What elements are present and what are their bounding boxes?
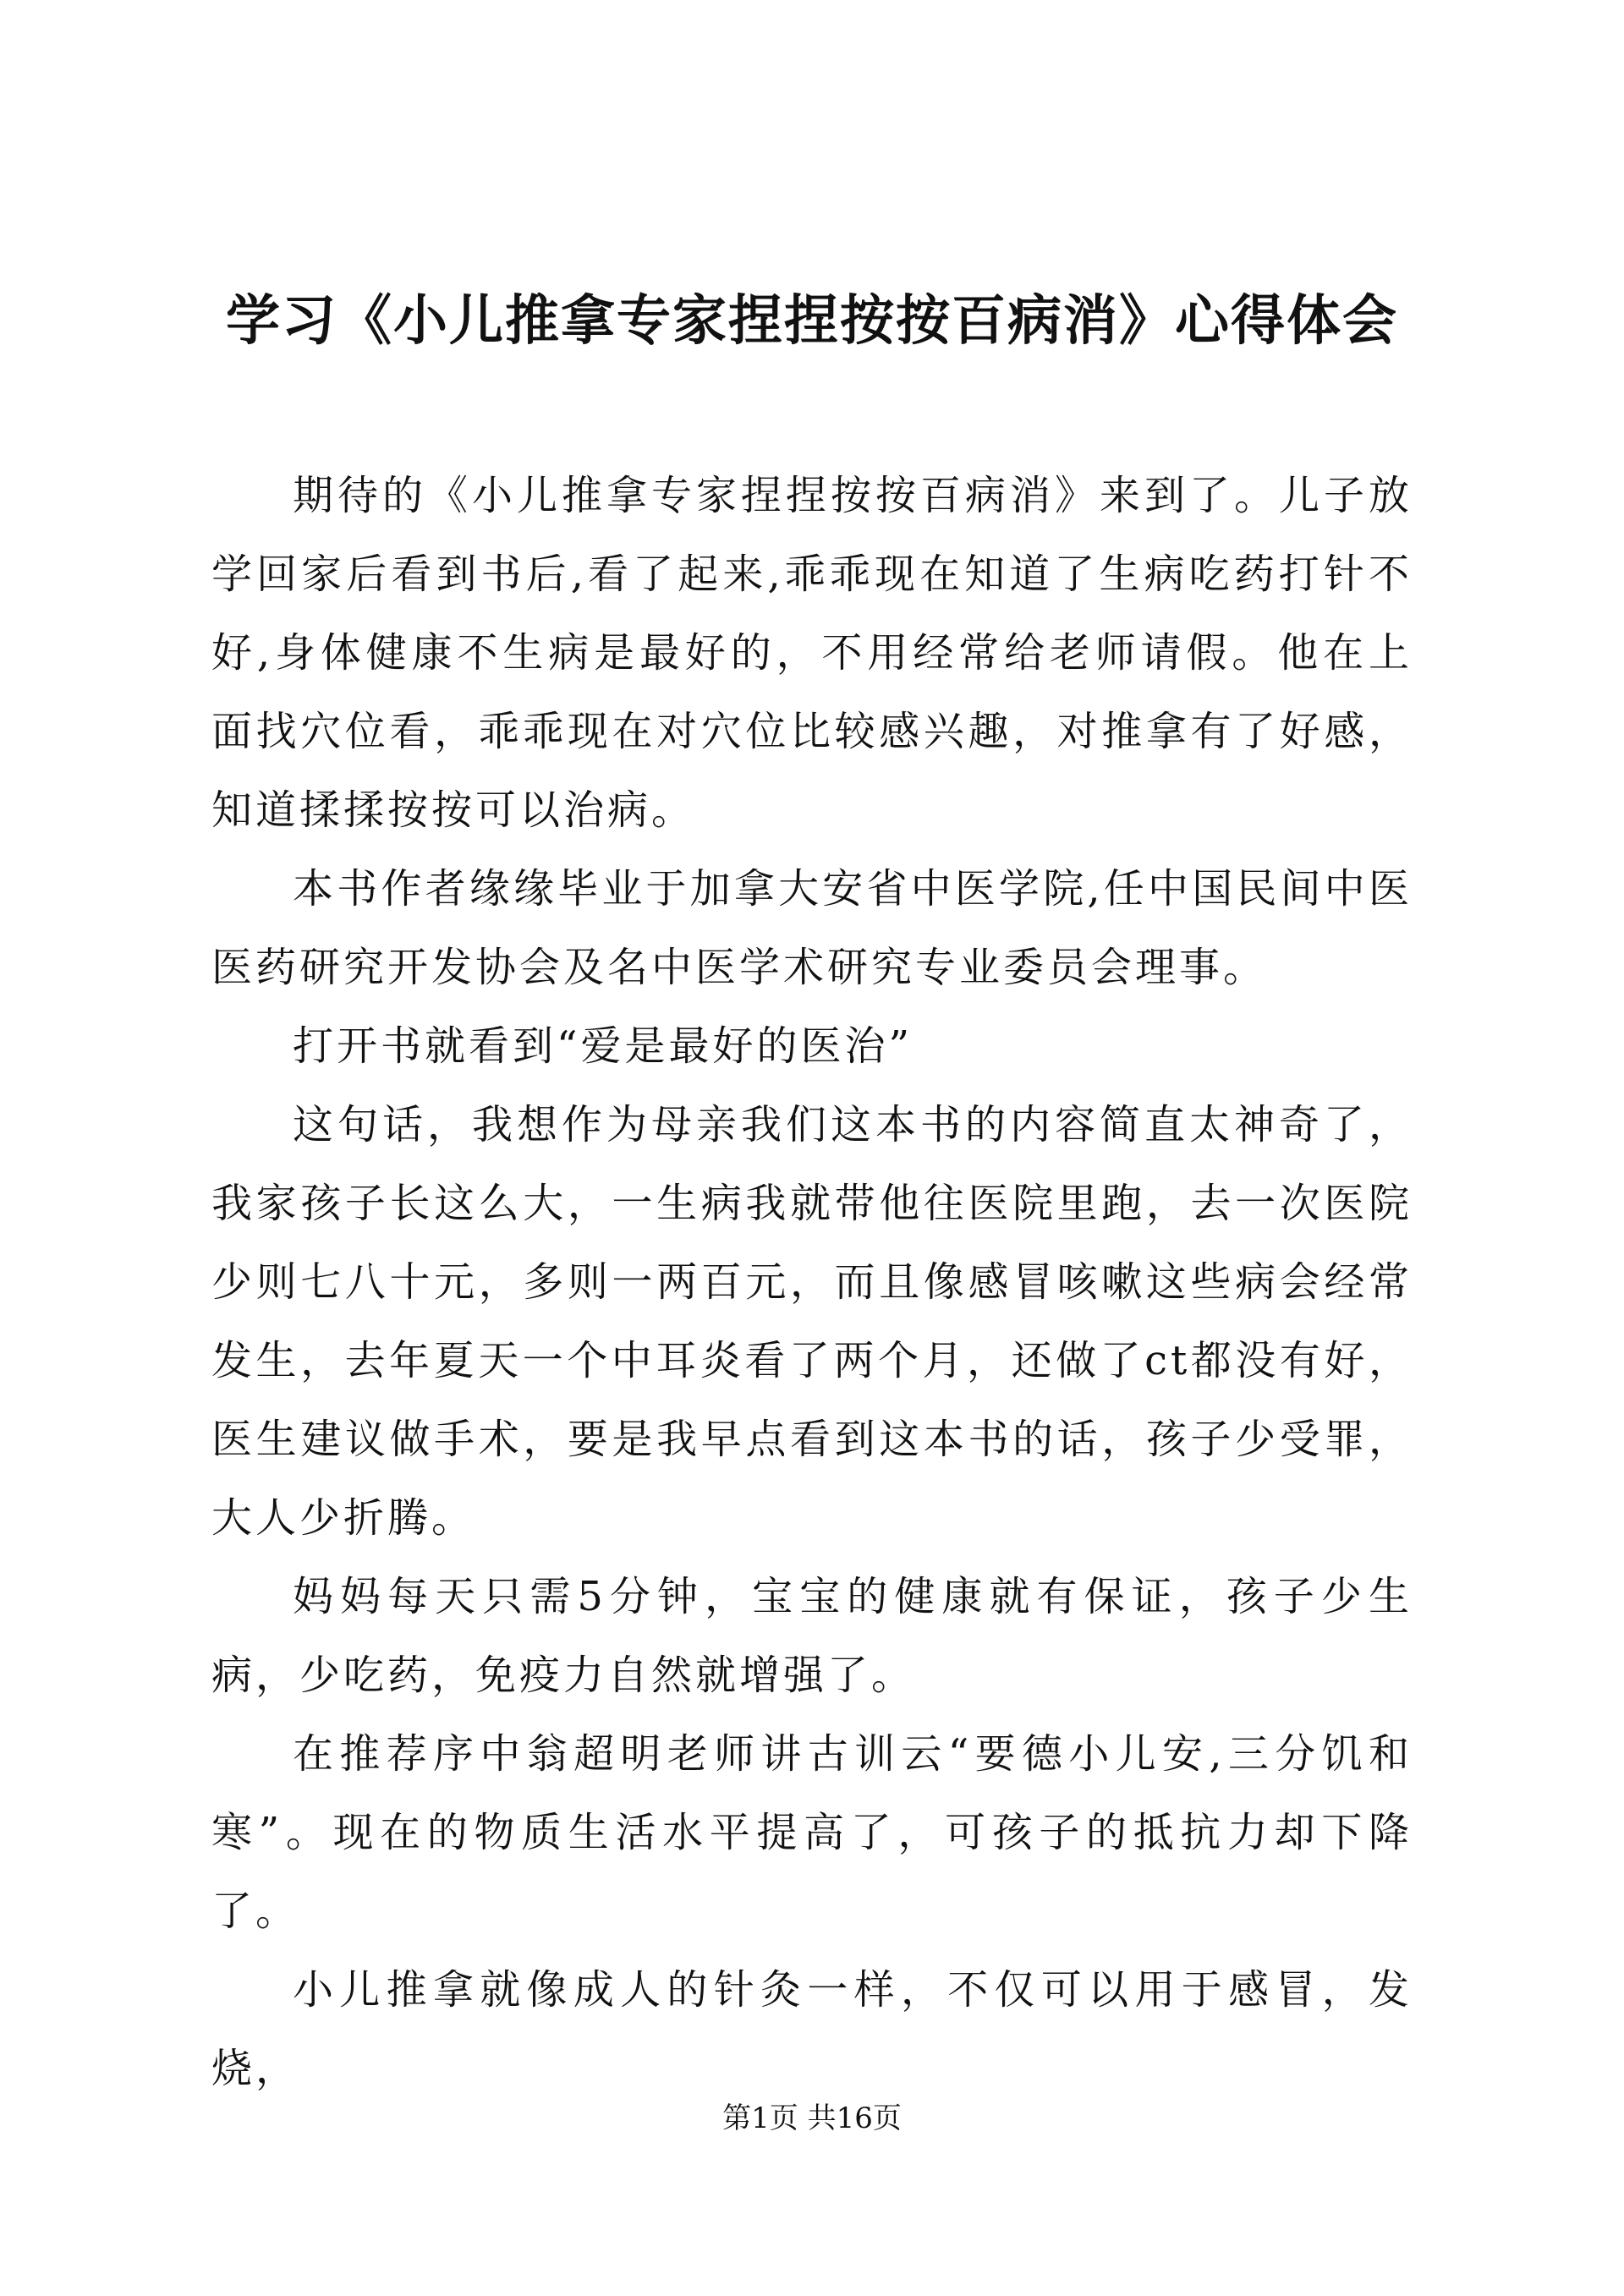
paragraph-7: 小儿推拿就像成人的针灸一样，不仅可以用于感冒，发烧， xyxy=(211,1966,1413,2092)
paragraph-6: 在推荐序中翁超明老师讲古训云“要德小儿安,三分饥和寒”。现在的物质生活水平提高了，可孩子的抵抗力却下降了。 xyxy=(211,1730,1413,1935)
paragraph-2: 本书作者缘缘毕业于加拿大安省中医学院,任中国民间中医医药研究开发协会及名中医学术研究专业委员会理事。 xyxy=(211,865,1413,991)
paragraph-1: 期待的《小儿推拿专家捏捏按按百病消》来到了。儿子放学回家后看到书后,看了起来,乖乖现在知道了生病吃药打针不好,身体健康不生病是最好的，不用经常给老师请假。他在上面找穴位看，乖乖现在对穴位比较感兴趣，对推拿有了好感，知道揉揉按按可以治病。 xyxy=(211,472,1413,834)
document-body xyxy=(211,457,1413,2108)
paragraph-4: 这句话，我想作为母亲我们这本书的内容简直太神奇了，我家孩子长这么大，一生病我就带他往医院里跑，去一次医院少则七八十元，多则一两百元，而且像感冒咳嗽这些病会经常发生，去年夏天一个中耳炎看了两个月，还做了ct都没有好，医生建议做手术，要是我早点看到这本书的话，孩子少受罪，大人少折腾。 xyxy=(211,1101,1413,1542)
paragraph-3: 打开书就看到“爱是最好的医治” xyxy=(293,1022,914,1070)
paragraph-5: 妈妈每天只需5分钟，宝宝的健康就有保证，孩子少生病，少吃药，免疫力自然就增强了。 xyxy=(211,1573,1413,1699)
document-title: 学习《小儿推拿专家捏捏按按百病消》心得体会 xyxy=(226,289,1398,353)
page-indicator: 第1页 共16页 xyxy=(722,2101,902,2135)
page-footer xyxy=(0,2097,1624,2140)
